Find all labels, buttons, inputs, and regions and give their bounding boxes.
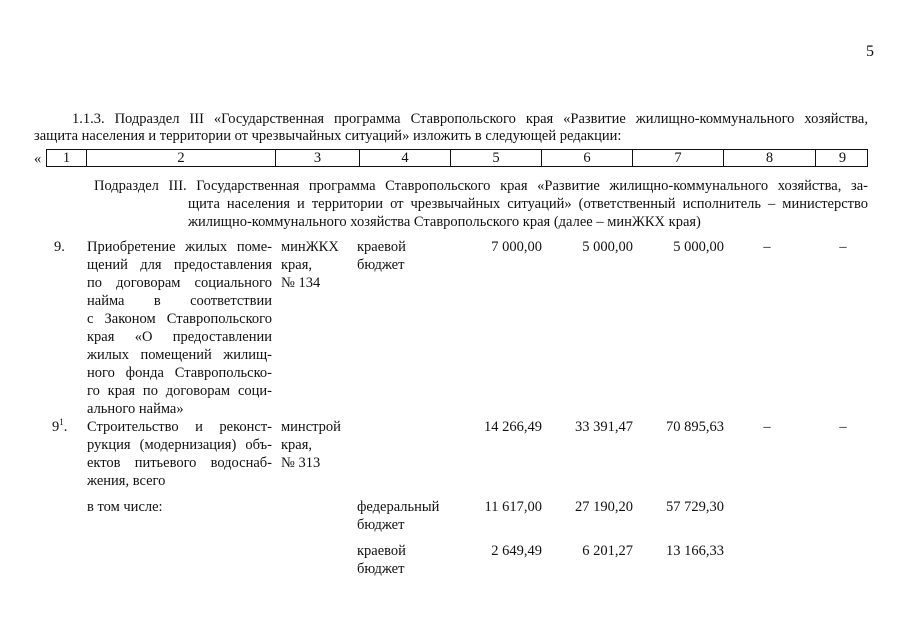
row-name-line: го края по договорам соци- (87, 383, 272, 399)
value-col-7: 57 729,30 (666, 499, 724, 515)
value-col-8: – (763, 419, 771, 435)
source-line: бюджет (357, 257, 405, 273)
column-number: 9 (815, 150, 869, 166)
column-number: 3 (275, 150, 359, 166)
executor-line: края, (281, 257, 313, 273)
source-line: бюджет (357, 561, 405, 577)
row-name-line: жения, всего (87, 473, 166, 489)
column-number: 4 (359, 150, 450, 166)
executor-line: № 313 (281, 455, 321, 471)
subsection-line: Подраздел III. Государственная программа Ставропольского края «Развитие жилищно-коммунального хозяйства, за- (94, 178, 868, 194)
column-number: 1 (62, 150, 71, 166)
row-executor (281, 418, 341, 472)
column-number: 6 (541, 150, 632, 166)
row-name-line: с Законом Ставропольского (87, 311, 272, 327)
value-col-5: 7 000,00 (491, 239, 542, 255)
row-number (52, 418, 67, 436)
row-funding-source (357, 238, 406, 274)
row-name-line: Строительство и реконст- (87, 419, 272, 435)
row-name (87, 238, 272, 418)
row-funding-source (357, 498, 439, 534)
executor-line: минстрой (281, 419, 341, 435)
row-name-line: Приобретение жилых поме- (87, 239, 272, 255)
value-col-6: 27 190,20 (575, 499, 633, 515)
value-col-7: 5 000,00 (673, 239, 724, 255)
subsection-line: жилищно-коммунального хозяйства Ставропольского края (далее – минЖКХ края) (188, 214, 701, 230)
subsection-line: щита населения и территории от чрезвычайных ситуаций» (ответственный исполнитель – министерство (188, 196, 868, 212)
value-col-7: 13 166,33 (666, 543, 724, 559)
row-number-main: 9 (52, 419, 60, 435)
row-name-line: жилых помещений жилищ- (87, 347, 272, 363)
source-line: краевой (357, 543, 406, 559)
value-col-6: 33 391,47 (575, 419, 633, 435)
value-col-5: 14 266,49 (484, 419, 542, 435)
value-col-9: – (839, 419, 847, 435)
row-name-line: рукция (модернизация) объ- (87, 437, 272, 453)
column-number: 5 (450, 150, 541, 166)
column-number: 2 (86, 150, 275, 166)
row-name-line: ального найма» (87, 401, 184, 417)
value-col-8: – (763, 239, 771, 255)
value-col-7: 70 895,63 (666, 419, 724, 435)
row-funding-source (357, 542, 406, 578)
intro-line-2: защита населения и территории от чрезвычайных ситуаций» изложить в следующей редакции: (34, 128, 622, 144)
intro-line-1: 1.1.3. Подраздел III «Государственная программа Ставропольского края «Развитие жилищно-коммунального хозяйства, (72, 111, 868, 127)
row-name-line: найма в соответствии (87, 293, 272, 309)
column-number: 8 (723, 150, 815, 166)
executor-line: № 134 (281, 275, 321, 291)
row-name-line: края «О предоставлении (87, 329, 272, 345)
row-number: 9. (54, 239, 65, 255)
value-col-6: 6 201,27 (582, 543, 633, 559)
executor-line: минЖКХ (281, 239, 339, 255)
page-number: 5 (866, 43, 874, 60)
value-col-6: 5 000,00 (582, 239, 633, 255)
column-number-row (46, 149, 868, 167)
including-label: в том числе: (87, 499, 163, 515)
value-col-9: – (839, 239, 847, 255)
executor-line: края, (281, 437, 313, 453)
row-number-suffix: . (63, 419, 68, 435)
row-name-line: щений для предоставления (87, 257, 272, 273)
row-executor (281, 238, 339, 292)
row-number-superscript: 1 (59, 417, 64, 428)
source-line: бюджет (357, 517, 405, 533)
value-col-5: 11 617,00 (484, 499, 542, 515)
source-line: федеральный (357, 499, 440, 515)
row-name-line: ного фонда Ставропольско- (87, 365, 272, 381)
opening-quote: « (34, 151, 42, 167)
row-name (87, 418, 272, 490)
column-number: 7 (632, 150, 723, 166)
row-name-line: ектов питьевого водоснаб- (87, 455, 272, 471)
row-name-line: по договорам социального (87, 275, 272, 291)
source-line: краевой (357, 239, 406, 255)
value-col-5: 2 649,49 (491, 543, 542, 559)
